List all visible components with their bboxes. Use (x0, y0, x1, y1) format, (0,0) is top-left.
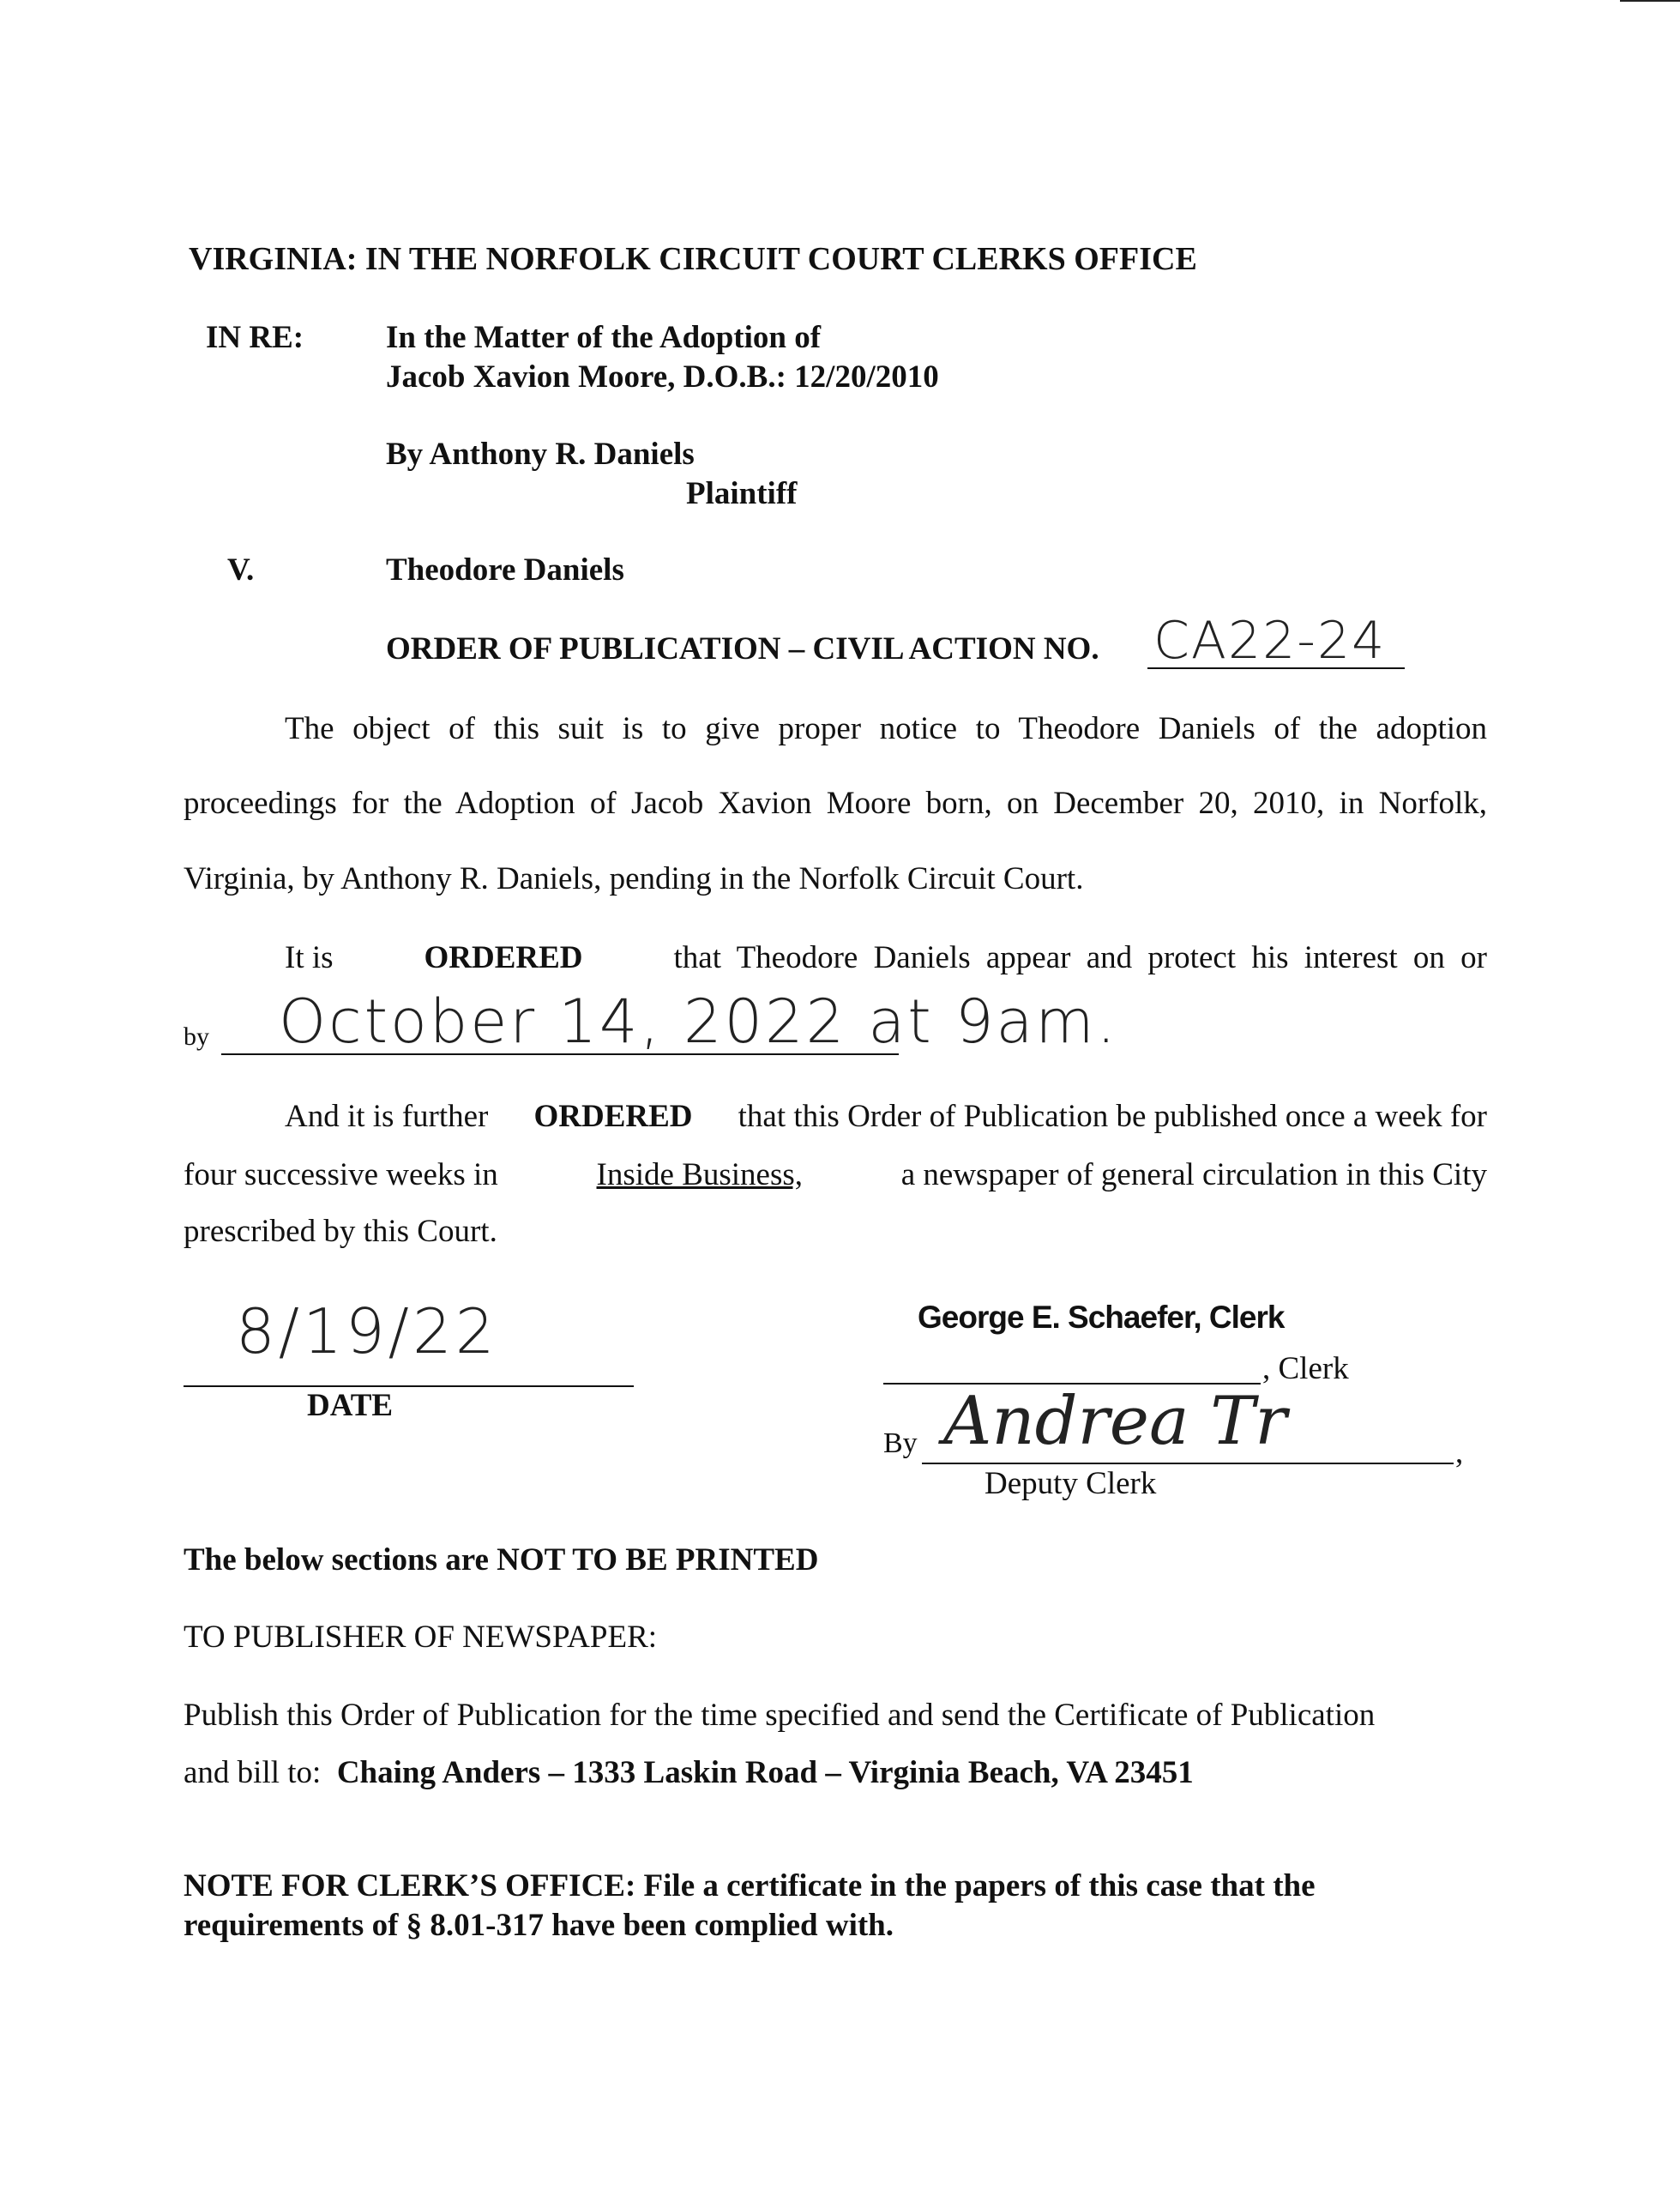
in-re-line-2: Jacob Xavion Moore, D.O.B.: 12/20/2010 (386, 359, 939, 395)
in-re-label: IN RE: (206, 320, 304, 355)
appearance-date-handwritten: October 14, 2022 at 9am. (279, 986, 1118, 1057)
date-underline (184, 1385, 634, 1387)
plaintiff-role: Plaintiff (686, 476, 798, 511)
publisher-instructions-line-2 (184, 1754, 1194, 1791)
not-printed-heading: The below sections are NOT TO BE PRINTED (184, 1542, 819, 1578)
publisher-heading: TO PUBLISHER OF NEWSPAPER: (184, 1620, 658, 1655)
paragraph-3-line-1 (285, 1098, 1487, 1135)
in-re-line-1: In the Matter of the Adoption of (386, 320, 822, 355)
plaintiff-name: By Anthony R. Daniels (386, 437, 695, 472)
case-number-handwritten: CA22-24 (1153, 611, 1387, 671)
deputy-clerk-label: Deputy Clerk (985, 1466, 1157, 1501)
ordered-prefix: It is (285, 940, 334, 975)
newspaper-name: Inside Business, (596, 1157, 804, 1192)
paragraph-3-line-3: prescribed by this Court. (184, 1214, 497, 1249)
paragraph-1-line-3: Virginia, by Anthony R. Daniels, pending in the Norfolk Circuit Court. (184, 861, 1084, 896)
bill-to-label: and bill to: (184, 1755, 322, 1790)
clerk-note-line-2: requirements of § 8.01-317 have been complied with. (184, 1908, 894, 1943)
order-title: ORDER OF PUBLICATION – CIVIL ACTION NO. (386, 631, 1099, 667)
court-header: VIRGINIA: IN THE NORFOLK CIRCUIT COURT CLERKS OFFICE (189, 241, 1197, 277)
paragraph-2-line-1 (285, 939, 1487, 976)
signed-date-handwritten: 8/19/22 (236, 1295, 498, 1367)
date-label: DATE (307, 1388, 394, 1423)
clerk-name-stamp: George E. Schaefer, Clerk (918, 1300, 1285, 1335)
paragraph-3-line-2 (184, 1156, 1487, 1193)
clerk-note-line-1: NOTE FOR CLERK’S OFFICE: File a certificate in the papers of this case that the (184, 1868, 1316, 1903)
publisher-instructions-line-1: Publish this Order of Publication for the time specified and send the Certificate of Publication (184, 1698, 1376, 1733)
deputy-trailing-comma: , (1455, 1435, 1464, 1470)
weeks-prefix: four successive weeks in (184, 1157, 498, 1192)
appearance-by-label: by (184, 1023, 209, 1051)
ordered-rest: that Theodore Daniels appear and protect his interest on or (673, 940, 1487, 975)
scan-edge-line (1620, 0, 1680, 2)
weeks-rest: a newspaper of general circulation in this City (900, 1157, 1487, 1192)
further-rest: that this Order of Publication be published once a week for (738, 1099, 1487, 1134)
further-prefix: And it is further (285, 1099, 489, 1134)
paragraph-1-line-2: proceedings for the Adoption of Jacob Xavion Moore born, on December 20, 2010, in Norfolk, (184, 786, 1487, 821)
deputy-signature-underline (922, 1463, 1454, 1464)
ordered-emphasis: ORDERED (424, 940, 583, 975)
further-ordered-emphasis: ORDERED (533, 1099, 693, 1134)
versus-label: V. (227, 552, 255, 588)
deputy-by-label: By (883, 1427, 918, 1459)
paragraph-1-line-1: The object of this suit is to give proper notice to Theodore Daniels of the adoption (285, 711, 1487, 746)
deputy-signature: Andrea Tr (943, 1383, 1287, 1460)
clerk-suffix: , Clerk (1262, 1351, 1349, 1386)
defendant-name: Theodore Daniels (386, 552, 624, 588)
bill-to-address: Chaing Anders – 1333 Laskin Road – Virginia Beach, VA 23451 (336, 1755, 1194, 1790)
